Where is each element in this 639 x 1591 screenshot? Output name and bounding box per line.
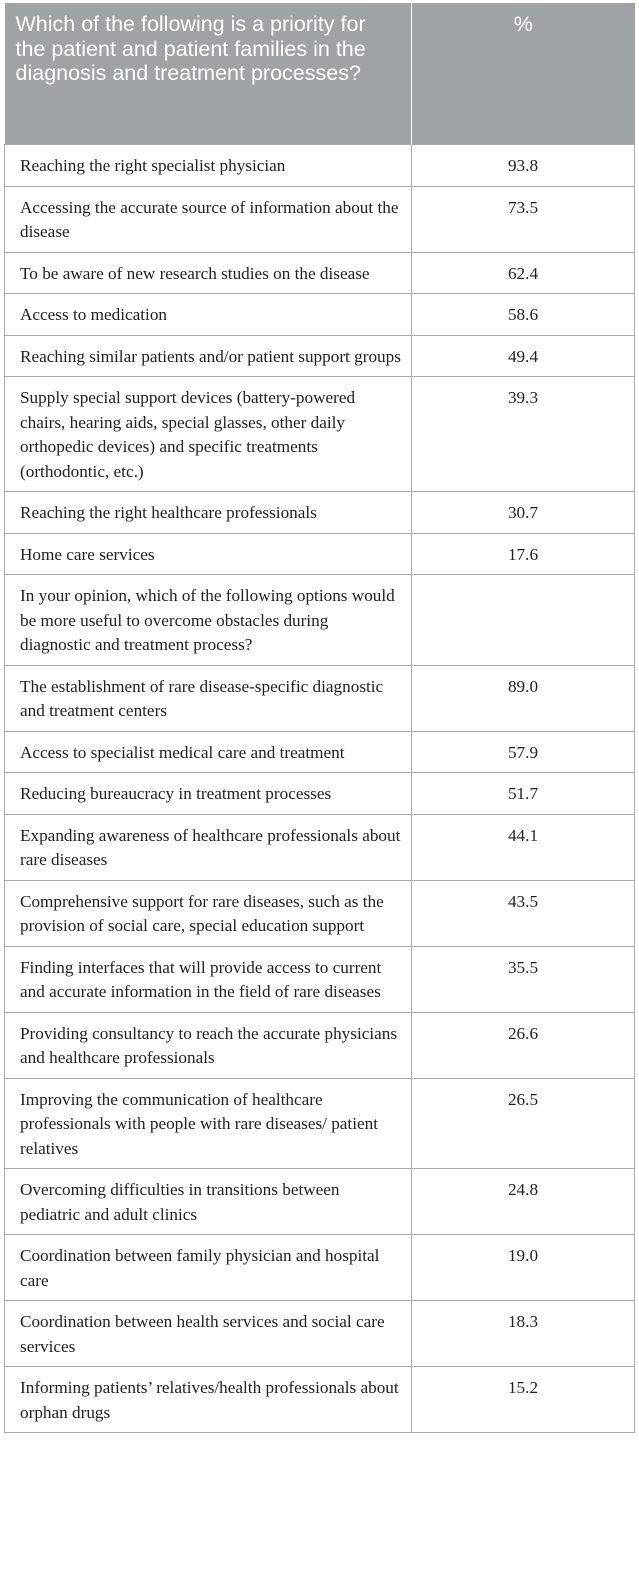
row-value: 19.0 [412,1235,635,1301]
row-value: 24.8 [412,1169,635,1235]
survey-table [4,3,635,1433]
row-value: 18.3 [412,1301,635,1367]
table-header [5,3,635,145]
row-label: Comprehensive support for rare diseases, such as the provision of social care, special education support [5,880,412,946]
row-label: The establishment of rare disease-specific diagnostic and treatment centers [5,665,412,731]
row-value: 35.5 [412,946,635,1012]
row-value: 51.7 [412,773,635,815]
row-label: Finding interfaces that will provide access to current and accurate information in the field of rare diseases [5,946,412,1012]
row-label: Reducing bureaucracy in treatment processes [5,773,412,815]
row-label: Expanding awareness of healthcare professionals about rare diseases [5,814,412,880]
row-label: Improving the communication of healthcare professionals with people with rare diseases/ patient relatives [5,1078,412,1169]
row-value: 73.5 [412,186,635,252]
row-value [412,575,635,666]
table-row [5,1301,635,1367]
row-label: Access to medication [5,294,412,336]
table-row [5,814,635,880]
table-row [5,946,635,1012]
table-body [5,145,635,1433]
table-row [5,533,635,575]
table-row [5,1235,635,1301]
table-row [5,1012,635,1078]
row-label: To be aware of new research studies on the disease [5,252,412,294]
table-row [5,1169,635,1235]
row-label: Reaching the right healthcare professionals [5,492,412,534]
table-row [5,492,635,534]
table-row [5,145,635,187]
row-value: 26.6 [412,1012,635,1078]
row-label: Reaching similar patients and/or patient support groups [5,335,412,377]
table-row [5,665,635,731]
table-row [5,377,635,492]
table-row [5,252,635,294]
section-question-label: In your opinion, which of the following options would be more useful to overcome obstacles during diagnostic and treatment process? [5,575,412,666]
row-value: 15.2 [412,1367,635,1433]
row-value: 26.5 [412,1078,635,1169]
table-row [5,186,635,252]
table-row [5,773,635,815]
row-value: 17.6 [412,533,635,575]
table-row [5,1078,635,1169]
row-label: Providing consultancy to reach the accurate physicians and healthcare professionals [5,1012,412,1078]
percent-header: % [412,3,635,145]
table-row [5,335,635,377]
row-value: 57.9 [412,731,635,773]
row-label: Overcoming difficulties in transitions between pediatric and adult clinics [5,1169,412,1235]
row-value: 62.4 [412,252,635,294]
row-value: 44.1 [412,814,635,880]
header-row [5,3,635,145]
row-value: 93.8 [412,145,635,187]
table-row [5,1367,635,1433]
row-value: 30.7 [412,492,635,534]
table-row [5,294,635,336]
row-label: Informing patients’ relatives/health professionals about orphan drugs [5,1367,412,1433]
row-value: 58.6 [412,294,635,336]
row-value: 43.5 [412,880,635,946]
question-header: Which of the following is a priority for the patient and patient families in the diagnosis and treatment processes? [5,3,412,145]
row-label: Home care services [5,533,412,575]
row-label: Supply special support devices (battery-powered chairs, hearing aids, special glasses, other daily orthopedic devices) and specific treatments (orthodontic, etc.) [5,377,412,492]
row-value: 39.3 [412,377,635,492]
row-label: Coordination between health services and social care services [5,1301,412,1367]
row-label: Access to specialist medical care and treatment [5,731,412,773]
table-row [5,880,635,946]
row-value: 89.0 [412,665,635,731]
table-row [5,731,635,773]
row-label: Coordination between family physician and hospital care [5,1235,412,1301]
row-value: 49.4 [412,335,635,377]
row-label: Accessing the accurate source of information about the disease [5,186,412,252]
row-label: Reaching the right specialist physician [5,145,412,187]
section-question-row [5,575,635,666]
